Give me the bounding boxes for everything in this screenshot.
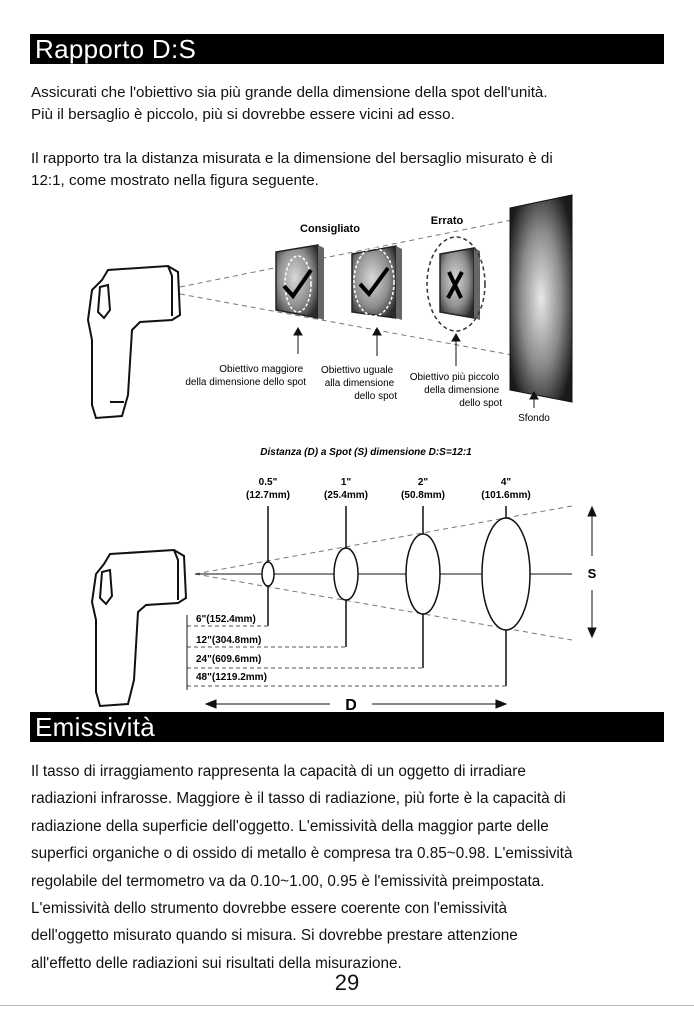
page-number: 29 (334, 970, 360, 995)
target-smaller-panel (427, 237, 485, 331)
label-s: S (587, 566, 597, 581)
target-equal-panel (352, 246, 402, 320)
figure-title: Distanza (D) a Spot (S) dimensione D:S=12:1 (260, 447, 472, 458)
text-line: Il tasso di irraggiamento rappresenta la capacità di un oggetto di irradiare (31, 763, 526, 780)
spot-ellipse (406, 534, 440, 614)
spot-ellipse (482, 518, 530, 630)
caption-target-smaller: Obiettivo più piccolo della dimensione dello spot (409, 372, 502, 409)
figure-target-comparison (0, 190, 694, 430)
spot-label-inch: 1" (340, 477, 352, 488)
caption-target-equal: Obiettivo uguale alla dimensione dello spot (320, 365, 397, 402)
spot-label-mm: (12.7mm) (246, 490, 290, 501)
label-recommended: Consigliato (300, 223, 360, 235)
text-line: Assicurati che l'obiettivo sia più grande della dimensione della spot dell'unità. (31, 84, 548, 101)
spot-label-mm: (50.8mm) (401, 490, 445, 501)
background-wall (510, 195, 572, 402)
text-line: regolabile del termometro va da 0.10~1.00, 0.95 è l'emissività preimpostata. (31, 872, 545, 890)
spot-label-mm: (25.4mm) (324, 490, 368, 501)
label-wrong: Errato (430, 215, 464, 227)
distance-label: 12"(304.8mm) (196, 635, 262, 646)
figure-distance-to-spot (0, 440, 694, 712)
target-larger-panel (276, 245, 324, 320)
spot-ellipse (262, 562, 274, 586)
paragraph-target-size (31, 82, 671, 126)
text-line: radiazione della superficie dell'oggetto. L'emissività della maggior parte delle (31, 817, 549, 835)
text-line: L'emissività dello strumento dovrebbe essere coerente con l'emissività (31, 900, 508, 918)
text-line: all'effetto delle radiazioni sui risultati della misurazione. (31, 954, 402, 972)
distance-label: 6"(152.4mm) (196, 614, 256, 625)
text-line: radiazioni infrarosse. Maggiore è il tasso di radiazione, più forte è la capacità di (31, 790, 566, 808)
paragraph-emissivity (31, 758, 671, 977)
caption-target-larger: Obiettivo maggiore della dimensione dello spot (185, 364, 306, 388)
spot-ellipse (334, 548, 358, 600)
paragraph-ratio (31, 148, 671, 192)
caption-background: Sfondo (518, 413, 550, 424)
thermometer-icon (88, 266, 180, 418)
text-line: Il rapporto tra la distanza misurata e la dimensione del bersaglio misurato è di (31, 150, 553, 167)
section-title-ds-ratio: Rapporto D:S (30, 34, 664, 64)
spot-label-mm: (101.6mm) (481, 490, 531, 501)
distance-label: 24"(609.6mm) (196, 654, 262, 665)
distance-label: 48"(1219.2mm) (196, 672, 267, 683)
bottom-divider (0, 1005, 694, 1006)
thermometer-icon (92, 550, 186, 706)
section-title-emissivity: Emissività (30, 712, 664, 742)
spot-label-inch: 0.5" (258, 477, 278, 488)
spot-label-inch: 4" (500, 477, 512, 488)
text-line: Più il bersaglio è piccolo, più si dovrebbe essere vicini ad esso. (31, 106, 455, 123)
text-line: dell'oggetto misurato quando si misura. Si dovrebbe prestare attenzione (31, 927, 518, 945)
text-line: 12:1, come mostrato nella figura seguente. (31, 172, 319, 189)
text-line: superfici organiche o di ossido di metallo è compresa tra 0.85~0.98. L'emissività (31, 845, 573, 863)
label-d: D (345, 697, 357, 712)
spot-label-inch: 2" (417, 477, 429, 488)
